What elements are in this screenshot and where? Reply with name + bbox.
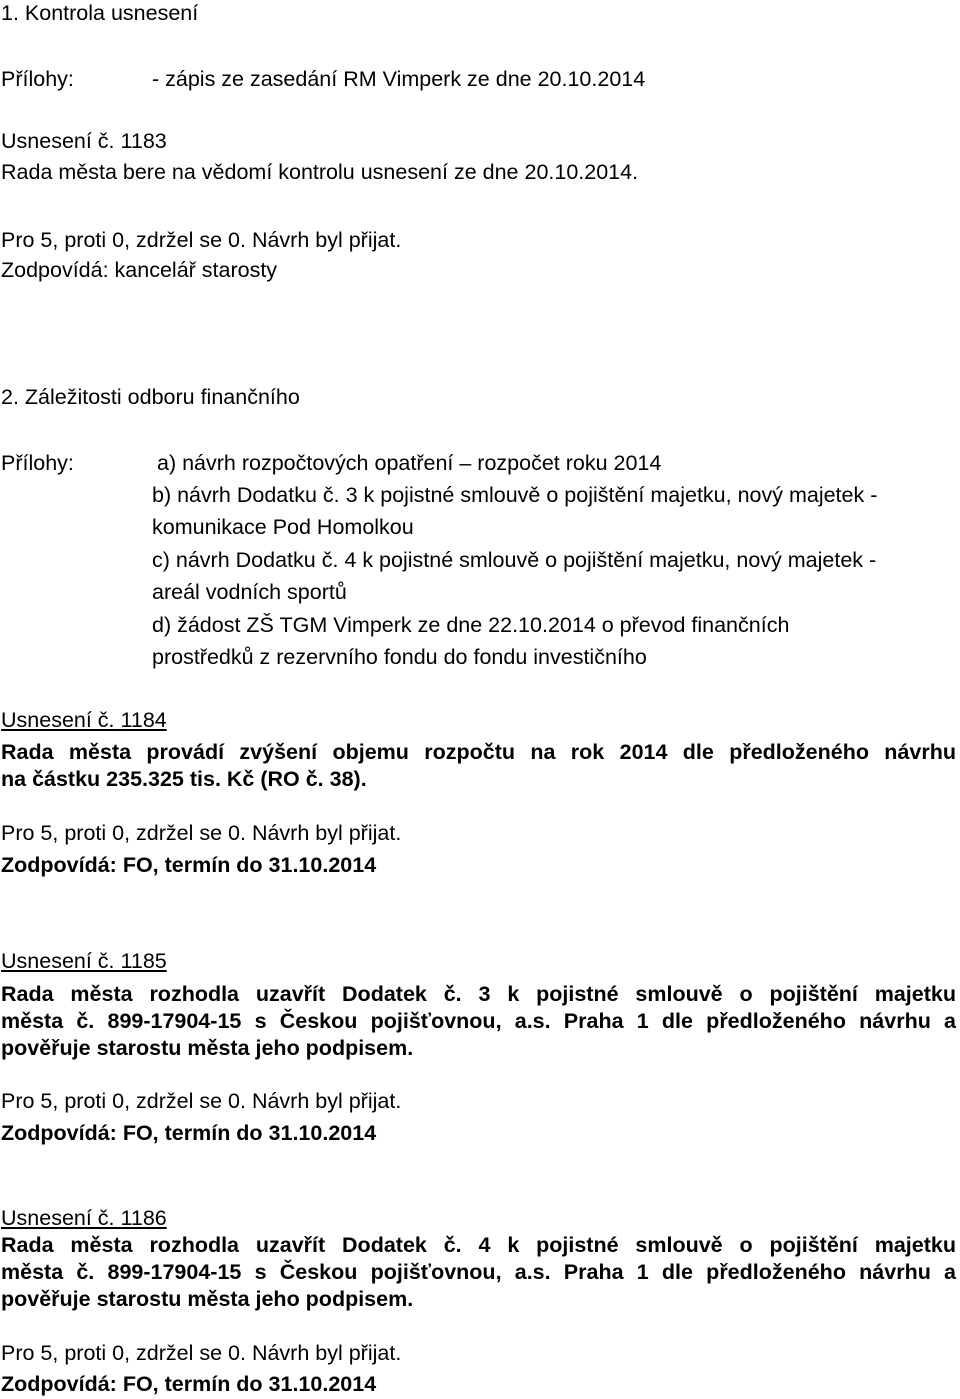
section-2-heading: 2. Záležitosti odboru finančního — [1, 385, 300, 409]
attachment-item: - zápis ze zasedání RM Vimperk ze dne 20.10.2014 — [152, 67, 646, 91]
attachment-line: areál vodních sportů — [152, 580, 347, 604]
resolution-1184-vote: Pro 5, proti 0, zdržel se 0. Návrh byl přijat. — [1, 821, 402, 845]
resolution-1183-text: Rada města bere na vědomí kontrolu usnesení ze dne 20.10.2014. — [1, 160, 639, 184]
attachment-line: d) žádost ZŠ TGM Vimperk ze dne 22.10.2014 o převod finančních — [152, 613, 790, 637]
attachment-line: prostředků z rezervního fondu do fondu investičního — [152, 645, 647, 669]
resolution-1186-responsible: Zodpovídá: FO, termín do 31.10.2014 — [1, 1372, 377, 1396]
resolution-1186-text-line: pověřuje starostu města jeho podpisem. — [1, 1287, 414, 1311]
resolution-prefix: Usnesení č. — [1, 1206, 115, 1230]
attachment-line: a) návrh rozpočtových opatření – rozpočet roku 2014 — [157, 451, 662, 475]
resolution-prefix: Usnesení č. — [1, 708, 115, 732]
resolution-1183-number — [1, 131, 167, 153]
resolution-1186-number — [1, 1208, 167, 1230]
resolution-1184-responsible: Zodpovídá: FO, termín do 31.10.2014 — [1, 853, 377, 877]
resolution-1184-text-line: na částku 235.325 tis. Kč (RO č. 38). — [1, 767, 367, 791]
resolution-1185-number — [1, 951, 167, 973]
attachment-line: c) návrh Dodatku č. 4 k pojistné smlouvě o pojištění majetku, nový majetek - — [152, 548, 877, 572]
resolution-1185-responsible: Zodpovídá: FO, termín do 31.10.2014 — [1, 1121, 377, 1145]
attachment-line: komunikace Pod Homolkou — [152, 515, 414, 539]
attachments-label: Přílohy: — [1, 451, 74, 475]
resolution-1184-number — [1, 710, 167, 732]
resolution-1185-vote: Pro 5, proti 0, zdržel se 0. Návrh byl přijat. — [1, 1089, 402, 1113]
resolution-number: 1186 — [120, 1206, 167, 1230]
resolution-prefix: Usnesení č. — [1, 949, 115, 973]
resolution-1185-text-line: Rada města rozhodla uzavřít Dodatek č. 3 k pojistné smlouvě o pojištění majetku — [1, 982, 956, 1006]
section-1-heading: 1. Kontrola usnesení — [1, 1, 199, 25]
resolution-1183-vote: Pro 5, proti 0, zdržel se 0. Návrh byl přijat. — [1, 228, 402, 252]
resolution-1185-text-line: města č. 899-17904-15 s Českou pojišťovnou, a.s. Praha 1 dle předloženého návrhu a — [1, 1009, 956, 1033]
resolution-prefix: Usnesení č. — [1, 129, 115, 153]
resolution-1185-text-line: pověřuje starostu města jeho podpisem. — [1, 1036, 414, 1060]
resolution-number: 1183 — [120, 129, 167, 153]
resolution-1186-text-line: Rada města rozhodla uzavřít Dodatek č. 4 k pojistné smlouvě o pojištění majetku — [1, 1233, 956, 1257]
resolution-number: 1185 — [120, 949, 167, 973]
resolution-1186-text-line: města č. 899-17904-15 s Českou pojišťovnou, a.s. Praha 1 dle předloženého návrhu a — [1, 1260, 956, 1284]
resolution-1183-responsible: Zodpovídá: kancelář starosty — [1, 258, 278, 282]
resolution-number: 1184 — [120, 708, 167, 732]
resolution-1186-vote: Pro 5, proti 0, zdržel se 0. Návrh byl přijat. — [1, 1341, 402, 1365]
attachment-line: b) návrh Dodatku č. 3 k pojistné smlouvě o pojištění majetku, nový majetek - — [152, 483, 878, 507]
attachments-label: Přílohy: — [1, 67, 74, 91]
resolution-1184-text-line: Rada města provádí zvýšení objemu rozpočtu na rok 2014 dle předloženého návrhu — [1, 740, 956, 764]
